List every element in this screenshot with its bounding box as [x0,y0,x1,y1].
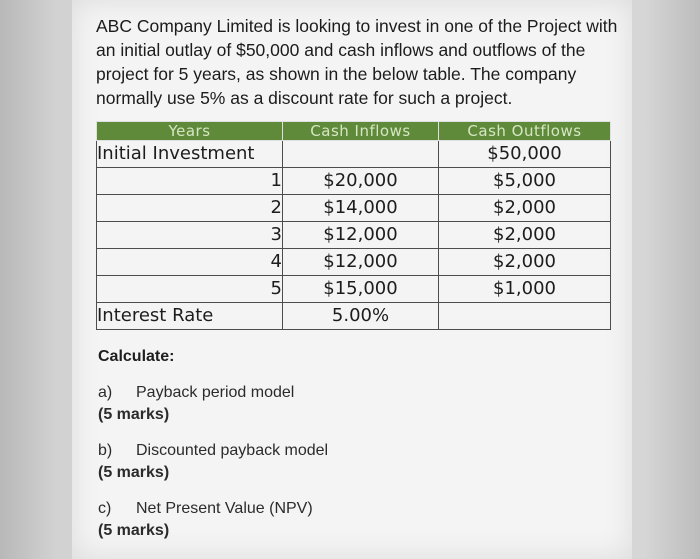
inflow-cell: $14,000 [283,195,439,222]
question-c [98,500,313,540]
question-a [98,384,294,424]
intro-line: normally use 5% as a discount rate for such a project. [96,88,513,108]
table-row [97,249,611,276]
table-row [97,141,611,168]
year-cell: 2 [97,195,283,222]
header-cash-inflows: Cash Inflows [283,122,439,141]
question-b [98,442,328,482]
calculate-heading: Calculate: [98,348,175,365]
question-text: Net Present Value (NPV) [136,500,313,517]
inflow-cell: $12,000 [283,249,439,276]
interest-rate-label: Interest Rate [97,303,283,330]
initial-outflow-cell: $50,000 [439,141,611,168]
interest-rate-value: 5.00% [283,303,439,330]
table-row [97,222,611,249]
interest-empty-cell [439,303,611,330]
outflow-cell: $2,000 [439,222,611,249]
table-row [97,276,611,303]
table-row [97,303,611,330]
year-cell: 3 [97,222,283,249]
question-marks: (5 marks) [98,464,170,481]
outflow-cell: $5,000 [439,168,611,195]
year-cell: 5 [97,276,283,303]
intro-line: project for 5 years, as shown in the below table. The company [96,64,577,84]
table-row [97,195,611,222]
year-cell: 1 [97,168,283,195]
inflow-cell: $12,000 [283,222,439,249]
intro-line: an initial outlay of $50,000 and cash inflows and outflows of the [96,40,586,60]
initial-inflow-cell [283,141,439,168]
inflow-cell: $15,000 [283,276,439,303]
header-years: Years [97,122,283,141]
table-header-row [97,122,611,141]
initial-investment-label: Initial Investment [97,141,283,168]
table-row [97,168,611,195]
question-text: Discounted payback model [136,442,329,459]
outflow-cell: $2,000 [439,195,611,222]
problem-statement [96,14,626,110]
question-marks: (5 marks) [98,522,170,539]
question-letter: c) [98,500,112,517]
outflow-cell: $2,000 [439,249,611,276]
year-cell: 4 [97,249,283,276]
cash-flow-table [96,121,611,330]
question-text: Payback period model [136,384,295,401]
question-letter: b) [98,442,113,459]
question-marks: (5 marks) [98,406,170,423]
header-cash-outflows: Cash Outflows [439,122,611,141]
inflow-cell: $20,000 [283,168,439,195]
outflow-cell: $1,000 [439,276,611,303]
question-letter: a) [98,384,113,401]
intro-line: ABC Company Limited is looking to invest in one of the Project with [96,16,618,36]
